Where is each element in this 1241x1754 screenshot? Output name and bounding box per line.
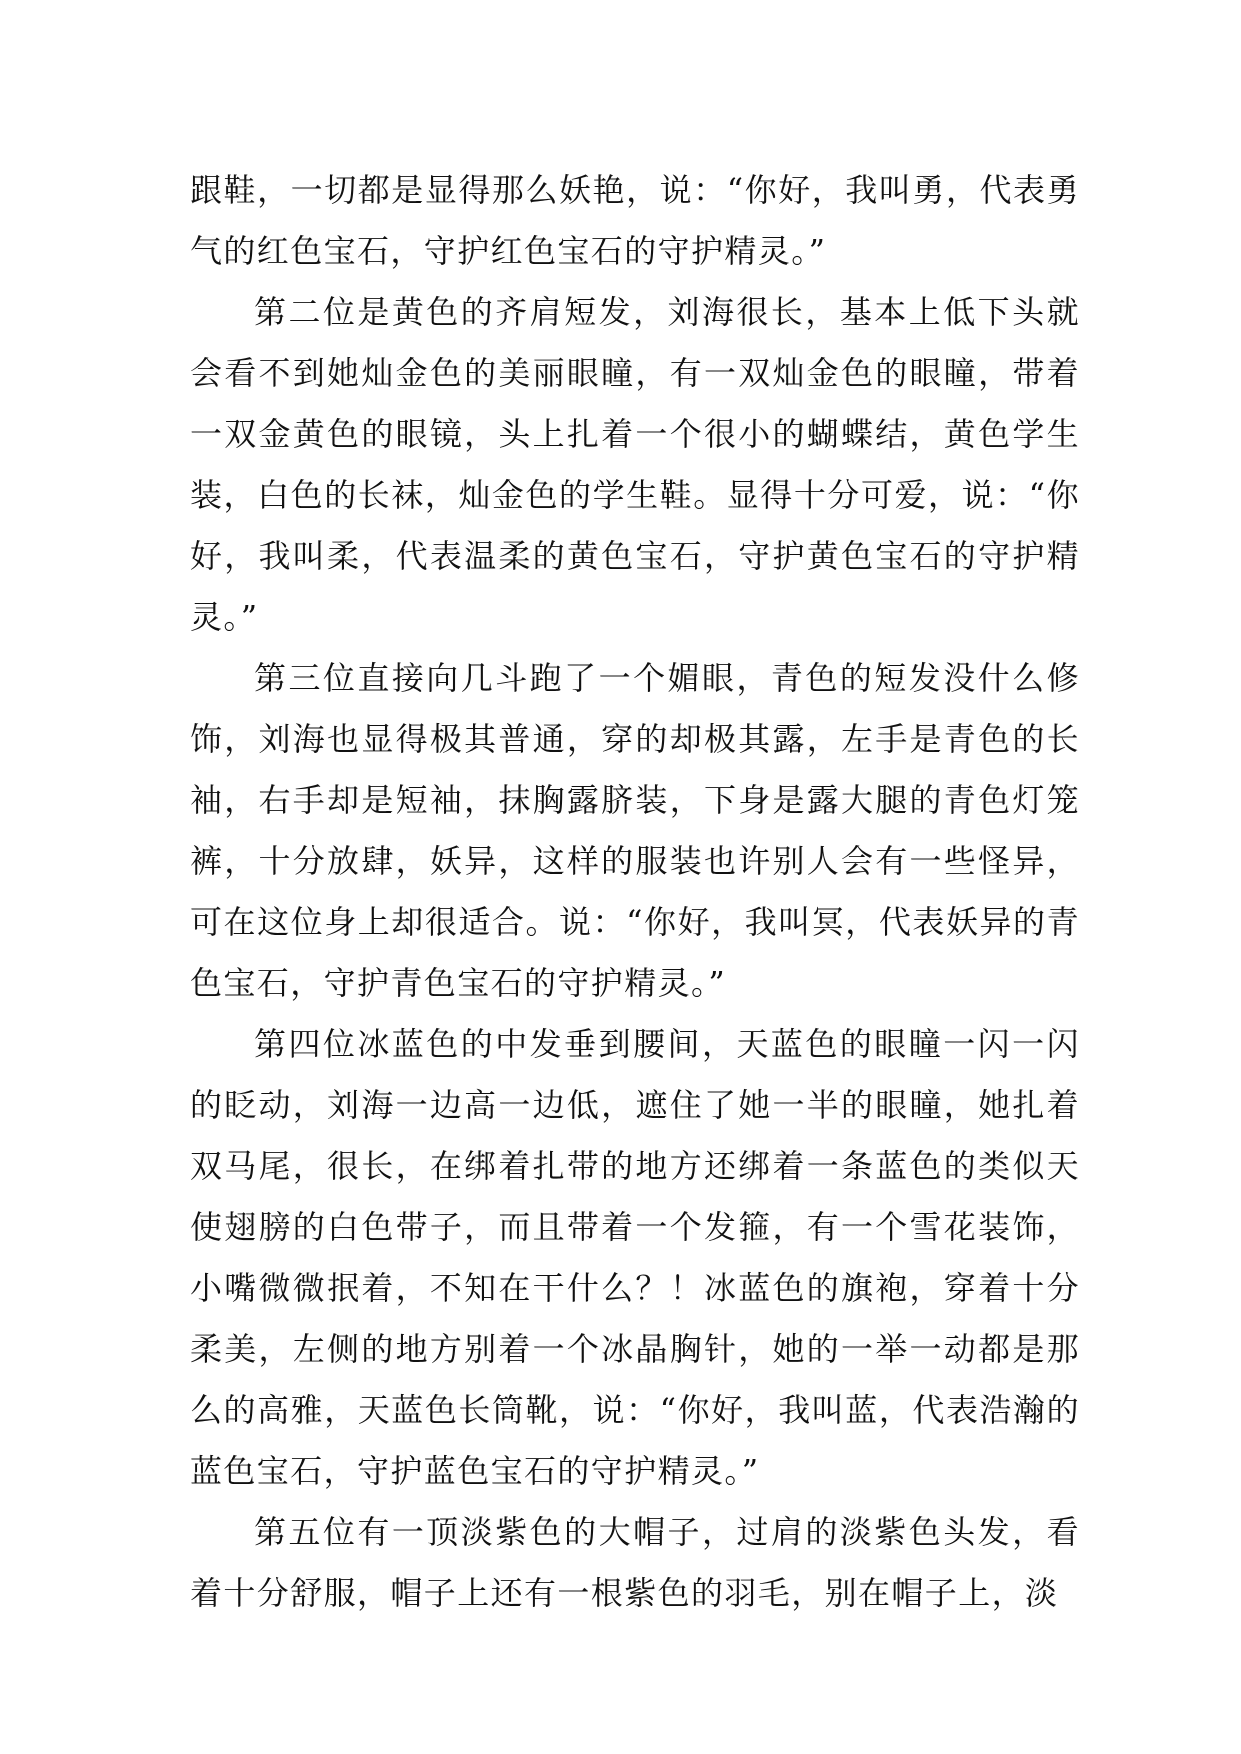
paragraph-continuation: 跟鞋，一切都是显得那么妖艳，说：“你好，我叫勇，代表勇气的红色宝石，守护红色宝石的守护精灵。” [190,171,1080,270]
paragraph-fifth-guardian: 第五位有一顶淡紫色的大帽子，过肩的淡紫色头发，看着十分舒服，帽子上还有一根紫色的羽毛，别在帽子上，淡 [190,1513,1080,1612]
paragraph-third-guardian: 第三位直接向几斗跑了一个媚眼，青色的短发没什么修饰，刘海也显得极其普通，穿的却极其露，左手是青色的长袖，右手却是短袖，抹胸露脐装，下身是露大腿的青色灯笼裤，十分放肆，妖异，这样的服装也许别人会有一些怪异，可在这位身上却很适合。说：“你好，我叫冥，代表妖异的青色宝石，守护青色宝石的守护精灵。” [190,659,1080,1002]
paragraph-fourth-guardian: 第四位冰蓝色的中发垂到腰间，天蓝色的眼瞳一闪一闪的眨动，刘海一边高一边低，遮住了她一半的眼瞳，她扎着双马尾，很长，在绑着扎带的地方还绑着一条蓝色的类似天使翅膀的白色带子，而且带着一个发箍，有一个雪花装饰，小嘴微微抿着，不知在干什么？！冰蓝色的旗袍，穿着十分柔美，左侧的地方别着一个冰晶胸针，她的一举一动都是那么的高雅，天蓝色长筒靴，说：“你好，我叫蓝，代表浩瀚的蓝色宝石，守护蓝色宝石的守护精灵。” [190,1025,1080,1490]
body-text [190,160,1080,1624]
paragraph-second-guardian: 第二位是黄色的齐肩短发，刘海很长，基本上低下头就会看不到她灿金色的美丽眼瞳，有一双灿金色的眼瞳，带着一双金黄色的眼镜，头上扎着一个很小的蝴蝶结，黄色学生装，白色的长袜，灿金色的学生鞋。显得十分可爱，说：“你好，我叫柔，代表温柔的黄色宝石，守护黄色宝石的守护精灵。” [190,293,1080,636]
